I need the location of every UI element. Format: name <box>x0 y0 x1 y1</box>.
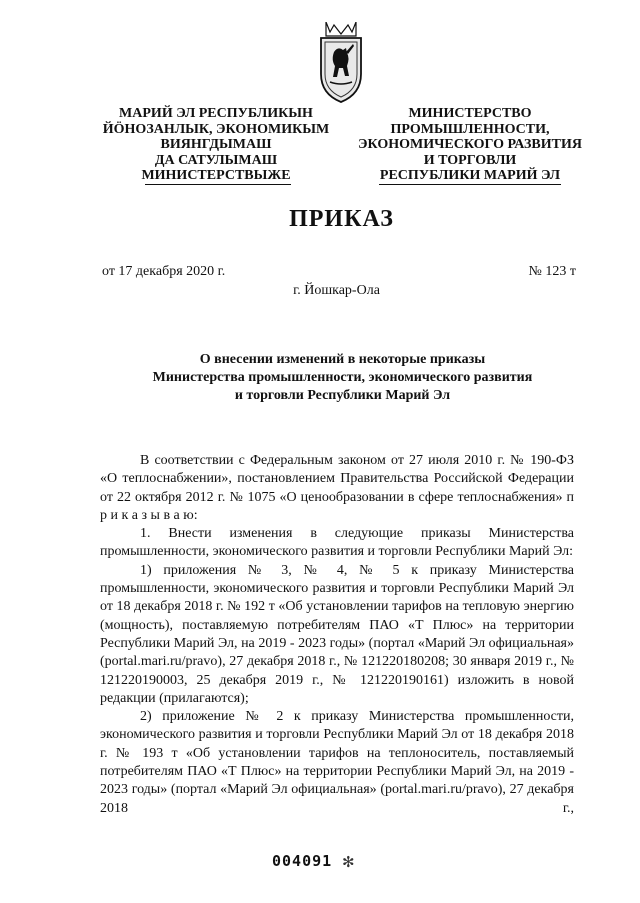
header-right-rule <box>379 184 561 185</box>
document-number: № 123 т <box>528 264 576 279</box>
header-right-line: ЭКОНОМИЧЕСКОГО РАЗВИТИЯ <box>358 137 582 152</box>
header-left-line: МИНИСТЕРСТВЫЖЕ <box>141 168 291 183</box>
document-city: г. Йошкар-Ола <box>293 283 380 298</box>
document-title: ПРИКАЗ <box>289 206 394 232</box>
subject-line: Министерства промышленности, экономического развития <box>152 370 533 385</box>
header-left-block <box>100 106 332 184</box>
body-paragraph: 1) приложения № 3, № 4, № 5 к приказу Министерства промышленности, экономического развития и торговли Республики Марий Эл от 18 декабря 2018 г. № 192 т «Об установлении тарифов на тепловую энергию (мощность), поставляемую потребителям ПАО «Т Плюс» на территории Республики Марий Эл, на 2019 - 2023 годы» (портал «Марий Эл официальная» (portal.mari.ru/pravo), 27 декабря 2018 г., № 121220180208; 30 января 2019 г., № 121220190003, 25 декабря 2019 г., № 121220190161) изложить в новой редакции (прилагаются); <box>100 562 574 706</box>
header-left-rule <box>145 184 291 185</box>
coat-of-arms-icon <box>316 22 366 104</box>
body-paragraph: 2) приложение № 2 к приказу Министерства промышленности, экономического развития и торговли Республики Марий Эл от 18 декабря 2018 г. № 193 т «Об установлении тарифов на теплоноситель, поставляемый потребителям ПАО «Т Плюс» на территории Республики Марий Эл, на 2019 - 2023 годы» (портал «Марий Эл официальная» (portal.mari.ru/pravo), 27 декабря 2018 г., <box>100 709 574 816</box>
header-left-line: ДА САТУЛЫМАШ <box>154 152 278 168</box>
header-left-line: ВИЯНГДЫМАШ <box>160 137 272 152</box>
subject-line: О внесении изменений в некоторые приказы <box>199 352 486 367</box>
document-body <box>100 452 574 818</box>
header-right-line: МИНИСТЕРСТВО <box>408 106 532 121</box>
document-date: от 17 декабря 2020 г. <box>102 264 226 279</box>
serial-number: 004091 <box>272 852 333 870</box>
asterisk-icon: ✻ <box>342 855 355 871</box>
header-right-line: ПРОМЫШЛЕННОСТИ, <box>390 121 550 137</box>
header-right-block <box>352 106 588 184</box>
header-right-line: РЕСПУБЛИКИ МАРИЙ ЭЛ <box>379 168 561 183</box>
header-left-line: ЙӦНОЗАНЛЫК, ЭКОНОМИКЫМ <box>102 121 330 137</box>
body-paragraph: В соответствии с Федеральным законом от 27 июля 2010 г. № 190-ФЗ «О теплоснабжении», постановлением Правительства Российской Федерации от 22 октября 2012 г. № 1075 «О ценообразовании в сфере теплоснабжения» п р и к а з ы в а ю: <box>100 453 574 523</box>
subject-line: и торговли Республики Марий Эл <box>234 388 451 403</box>
body-paragraph: 1. Внести изменения в следующие приказы Министерства промышленности, экономического развития и торговли Республики Марий Эл: <box>100 526 574 560</box>
document-subject <box>100 351 585 405</box>
header-left-line: МАРИЙ ЭЛ РЕСПУБЛИКЫН <box>119 106 313 121</box>
header-right-line: И ТОРГОВЛИ <box>423 152 517 168</box>
